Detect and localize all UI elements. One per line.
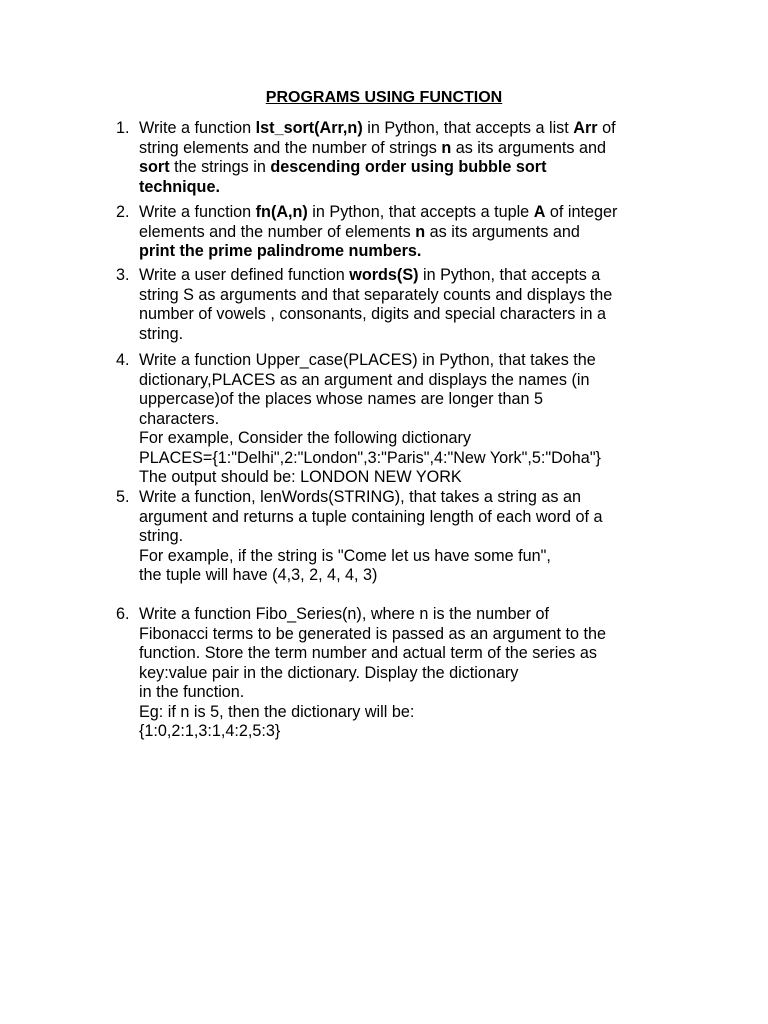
text-line — [139, 371, 679, 391]
text-segment: string S as arguments and that separately counts and displays the — [139, 285, 613, 304]
bold-text: A — [533, 203, 546, 221]
text-line — [139, 203, 679, 223]
item-text — [139, 203, 679, 262]
text-segment: the strings in — [169, 158, 271, 176]
text-segment: string. — [139, 324, 184, 343]
text-line — [139, 449, 679, 469]
text-segment: key:value pair in the dictionary. Display the dictionary — [139, 663, 519, 682]
bold-text: fn(A,n) — [255, 203, 308, 221]
text-line — [139, 119, 679, 139]
text-segment: function. Store the term number and actual term of the series as — [139, 644, 597, 662]
text-line — [139, 410, 679, 430]
text-segment: as its arguments and — [451, 138, 606, 157]
text-line — [139, 468, 679, 488]
text-segment: of — [597, 119, 616, 137]
text-segment: uppercase)of the places whose names are longer than 5 — [139, 390, 544, 408]
text-line — [139, 566, 679, 586]
text-line — [139, 325, 679, 345]
text-line — [139, 266, 679, 286]
text-segment: in Python, that accepts a tuple — [307, 203, 534, 221]
text-segment: Fibonacci terms to be generated is passed as an argument to the — [139, 624, 607, 643]
text-segment: The output should be: LONDON NEW YORK — [139, 468, 462, 486]
bold-text: lst_sort(Arr,n) — [255, 119, 363, 137]
text-line — [139, 625, 679, 645]
text-segment: string. — [139, 527, 184, 545]
bold-text: n — [415, 222, 426, 241]
item-number: 4. — [116, 351, 130, 369]
text-segment: For example, Consider the following dictionary — [139, 429, 472, 447]
text-segment: {1:0,2:1,3:1,4:2,5:3} — [139, 722, 281, 740]
text-line — [139, 351, 679, 371]
text-line — [139, 644, 679, 664]
text-segment: in the function. — [139, 683, 245, 701]
bold-text: sort — [139, 158, 170, 176]
text-segment: PLACES={1:"Delhi",2:"London",3:"Paris",4:"New York",5:"Doha"} — [139, 448, 601, 467]
text-line — [139, 508, 679, 528]
text-segment: argument and returns a tuple containing length of each word of a — [139, 507, 603, 526]
text-line — [139, 683, 679, 703]
item-number: 2. — [116, 203, 130, 221]
text-segment: Write a function — [139, 203, 256, 221]
text-segment: Write a user defined function — [139, 266, 350, 284]
text-segment: Write a function Upper_case(PLACES) in Python, that takes the — [139, 351, 596, 369]
text-segment: as its arguments and — [425, 222, 580, 241]
text-line — [139, 703, 679, 723]
text-segment: elements and the number of elements — [139, 222, 416, 241]
bold-text: Arr — [573, 119, 598, 137]
text-segment: Write a function — [139, 119, 256, 137]
bold-text: descending order using bubble sort — [270, 158, 547, 176]
text-line — [139, 242, 679, 262]
text-segment: Eg: if n is 5, then the dictionary will be: — [139, 702, 415, 721]
text-segment: string elements and the number of strings — [139, 138, 442, 157]
text-line — [139, 305, 679, 325]
text-segment: Write a function Fibo_Series(n), where n is the number of — [139, 605, 549, 623]
bold-text: n — [441, 138, 452, 157]
item-number: 5. — [116, 488, 130, 506]
text-line — [139, 488, 679, 508]
bold-text: technique. — [139, 177, 220, 196]
page-title: PROGRAMS USING FUNCTION — [265, 89, 503, 106]
text-segment: the tuple will have (4,3, 2, 4, 4, 3) — [139, 566, 378, 584]
text-line — [139, 223, 679, 243]
text-line — [139, 605, 679, 625]
text-line — [139, 178, 679, 198]
text-segment: characters. — [139, 409, 220, 428]
text-line — [139, 664, 679, 684]
bold-text: print the prime palindrome numbers. — [139, 242, 422, 260]
item-text — [139, 605, 679, 742]
text-segment: Write a function, lenWords(STRING), that takes a string as an — [139, 488, 582, 506]
text-line — [139, 527, 679, 547]
text-segment: of integer — [545, 203, 618, 221]
text-line — [139, 286, 679, 306]
text-line — [139, 722, 679, 742]
text-line — [139, 429, 679, 449]
text-segment: number of vowels , consonants, digits and special characters in a — [139, 305, 606, 323]
text-segment: in Python, that accepts a — [418, 266, 601, 284]
item-text — [139, 351, 679, 488]
text-line — [139, 158, 679, 178]
item-text — [139, 488, 679, 586]
item-text — [139, 119, 679, 197]
bold-text: words(S) — [349, 266, 419, 284]
text-segment: For example, if the string is "Come let us have some fun", — [139, 546, 551, 565]
item-number: 3. — [116, 266, 130, 284]
text-line — [139, 139, 679, 159]
item-number: 6. — [116, 605, 130, 623]
item-number: 1. — [116, 119, 130, 137]
item-text — [139, 266, 679, 344]
text-segment: in Python, that accepts a list — [362, 119, 574, 137]
text-segment: dictionary,PLACES as an argument and displays the names (in — [139, 370, 590, 389]
text-line — [139, 547, 679, 567]
text-line — [139, 390, 679, 410]
